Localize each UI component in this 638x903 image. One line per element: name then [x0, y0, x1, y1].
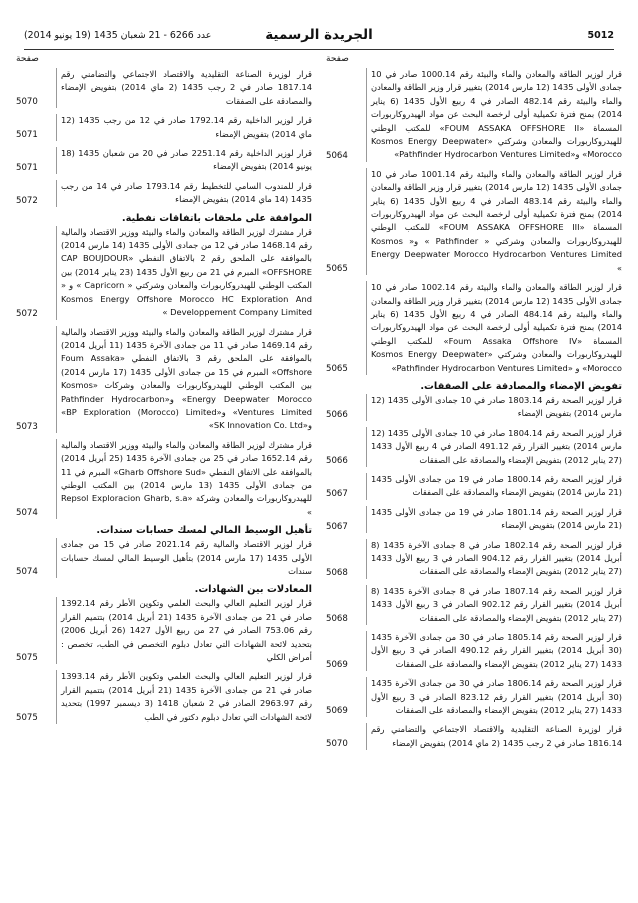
toc-entry: [326, 631, 622, 671]
toc-entry: [16, 180, 312, 207]
toc-entry: [326, 723, 622, 750]
column-heading: صفحة: [326, 54, 349, 64]
toc-entry: [326, 394, 622, 421]
toc-entry: [16, 147, 312, 174]
toc-page-number: 5075: [16, 653, 38, 664]
toc-entry-text: قرار لوزيرة الصناعة التقليدية والاقتصاد الاجتماعي والتضامني رقم 1816.14 صادر في 2 رجب 1435 (2 ماي 2014) بتفويض الإمضاء: [366, 723, 622, 750]
toc-page-number: 5074: [16, 567, 38, 578]
toc-entry: [326, 506, 622, 533]
toc-entry: [326, 473, 622, 500]
toc-entry-text: قرار لوزير الطاقة والمعادن والماء والبيئة رقم 1000.14 صادر في 10 جمادى الأولى 1435 (12 مارس 2014) بتغيير قرار وزير الطاقة والمعادن والماء والبيئة رقم 482.14 الصادر في 4 ربيع الأول 1435 (6 يناير 2014) بمنح فترة تكميلية أولى لرخصة البحث عن مواد الهيدروكاربورات المسماة «FOUM ASSAKA OFFSHORE II» للمكتب الوطني للهيدروكاربورات والمعادن وشركتي «Kosmos Energy Deepwater Morocco» و«Pathfinder Hydrocarbon Ventures Limited»: [366, 68, 622, 162]
journal-title: الجريدة الرسمية: [265, 27, 373, 43]
toc-entry: [326, 281, 622, 375]
toc-page-number: 5072: [16, 308, 38, 319]
toc-entry-text: قرار مشترك لوزير الطاقة والمعادن والماء والبيئة ووزير الاقتصاد والمالية رقم 1469.14 صادر في 11 من جمادى الآخرة 1435 (11 أبريل 2014) بالموافقة على الملحق رقم 3 بالاتفاق النفطي «Foum Assaka Offshore» المبرم في 15 من جمادى الأولى 1435 (17 مارس 2014) بين المكتب الوطني للهيدروكاربورات والمعادن وشركات «Kosmos Energy Deepwater Morocco» و«Pathfinder Hydrocarbon Ventures Limited» و«BP Exploration (Morocco) Limited» و«SK Innovation Co. Ltd»: [56, 326, 312, 433]
section-title: تأهيل الوسيط المالي لمسك حسابات سندات.: [96, 525, 312, 537]
toc-page-number: 5068: [326, 614, 348, 625]
toc-entry-text: قرار لوزير الصحة رقم 1802.14 صادر في 8 جمادى الآخرة 1435 (8 أبريل 2014) بتغيير القرار رقم 904.12 الصادر في 3 ربيع الأول 1433 (27 يناير 2012) بتفويض الإمضاء والمصادقة على الصفقات: [366, 539, 622, 579]
toc-page-number: 5074: [16, 508, 38, 519]
right-column: [326, 54, 622, 756]
toc-entry-text: قرار لوزيرة الصناعة التقليدية والاقتصاد الاجتماعي والتضامني رقم 1817.14 صادر في 2 رجب 1435 (2 ماي 2014) بتفويض الإمضاء والمصادقة على الصفقات: [56, 68, 312, 108]
toc-entry-text: قرار لوزير التعليم العالي والبحث العلمي وتكوين الأطر رقم 1392.14 صادر في 21 من جمادى الآخرة 1435 (21 أبريل 2014) بتتميم القرار رقم 753.06 الصادر في 27 من ربيع الأول 1427 (26 أبريل 2006) بتحديد لائحة الشهادات التي تعادل دبلوم التخصص في الطب، تخصص : أمراض الكلي: [56, 597, 312, 664]
page-header: [24, 27, 614, 50]
toc-entry-text: قرار لوزير الداخلية رقم 2251.14 صادر في 20 من شعبان 1435 (18 يونيو 2014) بتفويض الإمضاء: [56, 147, 312, 174]
toc-page-number: 5070: [16, 97, 38, 108]
left-column: [16, 54, 312, 730]
toc-page-number: 5067: [326, 488, 348, 499]
toc-entry-text: قرار لوزير الصحة رقم 1806.14 صادر في 30 من جمادى الآخرة 1435 (30 أبريل 2014) بتغيير القرار رقم 823.12 الصادر في 3 ربيع الأول 1433 (27 يناير 2012) بتفويض الإمضاء والمصادقة على الصفقات: [366, 677, 622, 717]
toc-entry-text: قرار لوزير التعليم العالي والبحث العلمي وتكوين الأطر رقم 1393.14 صادر في 21 من جمادى الآخرة 1435 (21 أبريل 2014) بتتميم القرار رقم 2963.97 الصادر في 2 شعبان 1418 (3 ديسمبر 1997) بتحديد لائحة الشهادات التي تعادل دبلوم دكتور في الطب: [56, 670, 312, 724]
toc-entry: [16, 326, 312, 433]
toc-page-number: 5068: [326, 567, 348, 578]
toc-entry-text: قرار لوزير الاقتصاد والمالية رقم 2021.14 صادر في 15 من جمادى الأولى 1435 (17 مارس 2014) بتأهيل الوسيط المالي لمسك حسابات سندات: [56, 538, 312, 578]
issue-info: عدد 6266 - 21 شعبان 1435 (19 يونيو 2014): [24, 30, 212, 41]
toc-entry: [326, 168, 622, 275]
page-number: 5012: [587, 30, 614, 41]
toc-page-number: 5069: [326, 706, 348, 717]
toc-entry: [16, 538, 312, 578]
toc-entry-text: قرار لوزير الصحة رقم 1805.14 صادر في 30 من جمادى الآخرة 1435 (30 أبريل 2014) بتغيير القرار رقم 490.12 الصادر في 3 ربيع الأول 1433 (27 يناير 2012) بتفويض الإمضاء والمصادقة على الصفقات: [366, 631, 622, 671]
section-title: تفويض الإمضاء والمصادقة على الصفقات.: [420, 380, 622, 392]
toc-entry-text: قرار لوزير الصحة رقم 1807.14 صادر في 8 جمادى الآخرة 1435 (8 أبريل 2014) بتغيير القرار رقم 902.12 الصادر في 3 ربيع الأول 1433 (27 يناير 2012) بتفويض الإمضاء والمصادقة على الصفقات: [366, 585, 622, 625]
toc-entry-text: قرار مشترك لوزير الطاقة والمعادن والماء والبيئة ووزير الاقتصاد والمالية رقم 1652.14 صادر في 25 من جمادى الآخرة 1435 (25 أبريل 2014) بالموافقة على الاتفاق النفطي «Gharb Offshore Sud» المبرم في 11 من جمادى الأولى 1435 (13 مارس 2014) بين المكتب الوطني للهيدروكاربورات والمعادن وشركة «Repsol Exploracion Gharb, s.a »: [56, 439, 312, 519]
toc-entry: [16, 226, 312, 320]
toc-page-number: 5065: [326, 264, 348, 275]
toc-entry-text: قرار لوزير الصحة رقم 1803.14 صادر في 10 جمادى الأولى 1435 (12 مارس 2014) بتفويض الإمضاء: [366, 394, 622, 421]
toc-page-number: 5072: [16, 195, 38, 206]
toc-entry-text: قرار لوزير الطاقة والمعادن والماء والبيئة رقم 1002.14 صادر في 10 جمادى الأولى 1435 (12 مارس 2014) بتغيير قرار وزير الطاقة والمعادن والماء والبيئة رقم 484.14 الصادر في 4 ربيع الأول 1435 (6 يناير 2014) بمنح فترة تكميلية أولى لرخصة البحث عن مواد الهيدروكاربورات المسماة «Foum Assaka Offshore IV» للمكتب الوطني للهيدروكاربورات والمعادن وشركتي «Kosmos Energy Deepwater Morocco» و «Pathfinder Hydrocarbon Ventures Limited»: [366, 281, 622, 375]
toc-page-number: 5071: [16, 162, 38, 173]
toc-page-number: 5066: [326, 409, 348, 420]
toc-entry-text: قرار مشترك لوزير الطاقة والمعادن والماء والبيئة ووزير الاقتصاد والمالية رقم 1468.14 صادر في 12 من جمادى الأولى 1435 (14 مارس 2014) بالموافقة على الملحق رقم 2 بالاتفاق النفطي «CAP BOUJDOUR OFFSHORE» المبرم في 21 من ربيع الأول 1435 (23 يناير 2014) بين المكتب الوطني للهيدروكاربورات والمعادن وشركتي « Capricorn » و « Kosmos Energy Offshore Morocco HC Exploration And Developpement Company Limited »: [56, 226, 312, 320]
toc-page-number: 5065: [326, 363, 348, 374]
toc-entry: [16, 439, 312, 519]
toc-entry-text: قرار لوزير الصحة رقم 1801.14 صادر في 19 من جمادى الأولى 1435 (21 مارس 2014) بتفويض الإمضاء: [366, 506, 622, 533]
toc-page-number: 5067: [326, 521, 348, 532]
section-title: المعادلات بين الشهادات.: [194, 584, 312, 596]
toc-entry: [16, 597, 312, 664]
toc-entry-text: قرار لوزير الصحة رقم 1800.14 صادر في 19 من جمادى الأولى 1435 (21 مارس 2014) بتفويض الإمضاء والمصادقة على الصفقات: [366, 473, 622, 500]
toc-entry-text: قرار لوزير الطاقة والمعادن والماء والبيئة رقم 1001.14 صادر في 10 جمادى الأولى 1435 (12 مارس 2014) بتغيير قرار وزير الطاقة والمعادن والماء والبيئة رقم 483.14 الصادر في 4 ربيع الأول 1435 (6 يناير 2014) بمنح فترة تكميلية أولى لرخصة البحث عن مواد الهيدروكاربورات المسماة «FOUM ASSAKA OFFSHORE III» للمكتب الوطني للهيدروكاربورات والمعادن وشركتي « Pathfinder » و« Kosmos Energy Deepwater Morocco Hydrocarbon Ventures Limited »: [366, 168, 622, 275]
toc-entry: [326, 539, 622, 579]
toc-page-number: 5069: [326, 660, 348, 671]
toc-entry-text: قرار لوزير الصحة رقم 1804.14 صادر في 10 جمادى الأولى 1435 (12 مارس 2014) بتغيير القرار رقم 491.12 الصادر في 4 ربيع الأول 1433 (27 يناير 2012) بتفويض الإمضاء والمصادقة على الصفقات: [366, 427, 622, 467]
toc-page-number: 5071: [16, 130, 38, 141]
toc-page-number: 5075: [16, 713, 38, 724]
toc-entry: [326, 427, 622, 467]
toc-page-number: 5073: [16, 421, 38, 432]
toc-entry-text: قرار لوزير الداخلية رقم 1792.14 صادر في 12 من رجب 1435 (12 ماي 2014) بتفويض الإمضاء: [56, 114, 312, 141]
toc-entry: [16, 670, 312, 724]
toc-entry: [326, 585, 622, 625]
toc-page-number: 5070: [326, 739, 348, 750]
toc-entry: [326, 677, 622, 717]
toc-entry: [326, 68, 622, 162]
toc-entry: [16, 68, 312, 108]
toc-page-number: 5064: [326, 150, 348, 161]
toc-page-number: 5066: [326, 455, 348, 466]
toc-entry-text: قرار للمندوب السامي للتخطيط رقم 1793.14 صادر في 14 من رجب 1435 (14 ماي 2014) بتفويض الإمضاء: [56, 180, 312, 207]
toc-entry: [16, 114, 312, 141]
column-heading: صفحة: [16, 54, 39, 64]
section-title: الموافقة على ملحقات باتفاقات نفطية.: [121, 212, 312, 224]
